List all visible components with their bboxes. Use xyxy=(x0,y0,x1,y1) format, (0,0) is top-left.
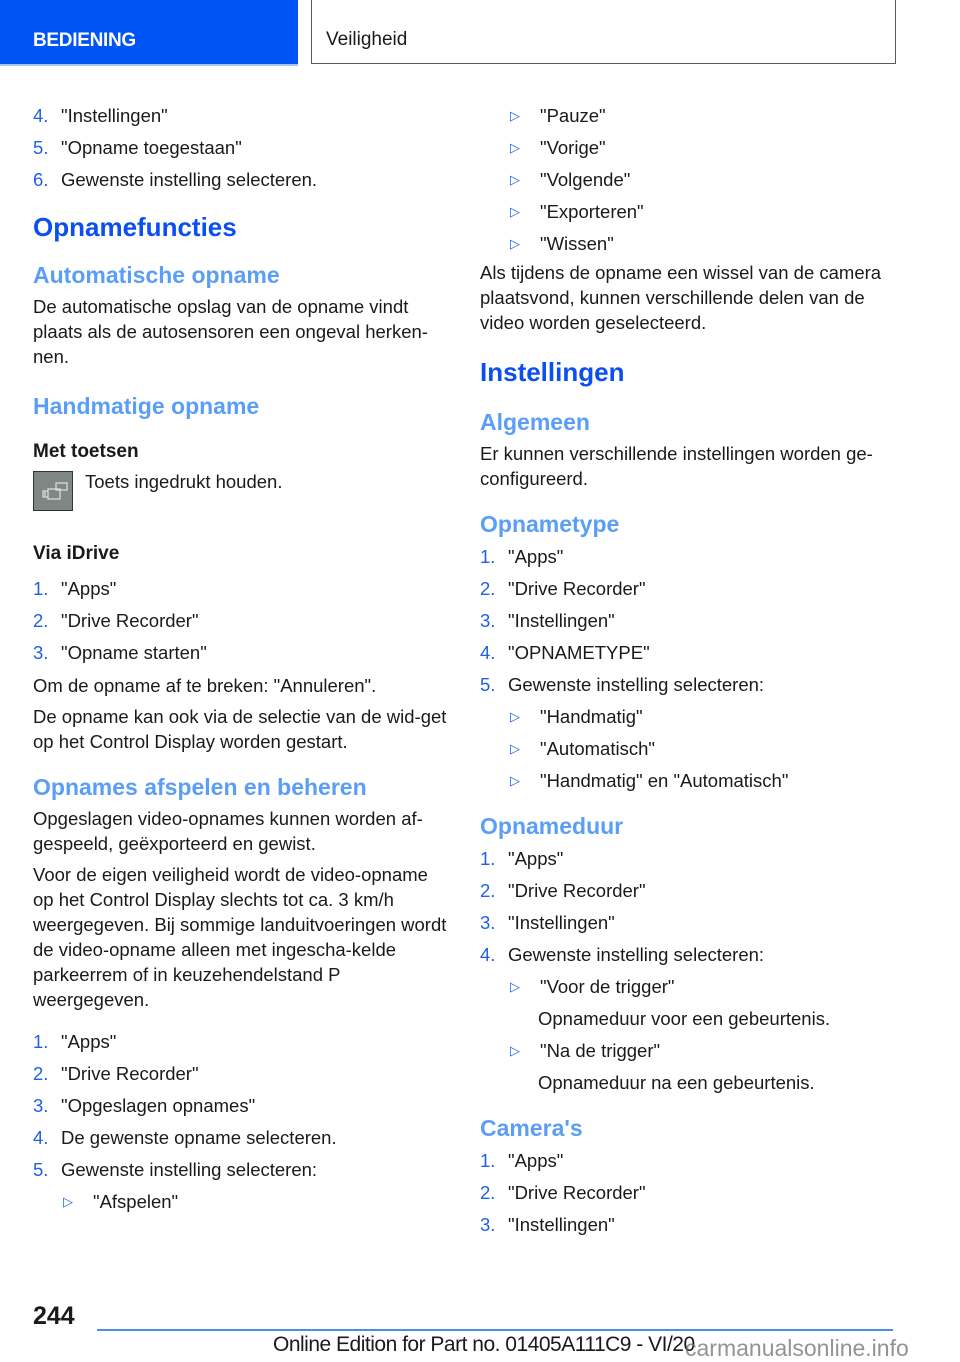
triangle-bullet-icon: ▷ xyxy=(510,204,520,219)
section-tab xyxy=(0,0,298,64)
paragraph: Om de opname af te breken: "Annuleren". xyxy=(33,675,377,696)
triangle-bullet-icon: ▷ xyxy=(510,108,520,123)
list-item: 2. "Drive Recorder" xyxy=(33,610,199,631)
footer-divider xyxy=(97,1329,893,1331)
heading-handmatige-opname: Handmatige opname xyxy=(33,393,260,419)
heading-opnametype: Opnametype xyxy=(480,511,620,537)
list-item: 1. "Apps" xyxy=(480,848,564,869)
instruction-text: Toets ingedrukt houden. xyxy=(85,471,283,492)
button-instruction xyxy=(33,471,448,511)
triangle-bullet-icon: ▷ xyxy=(510,1043,520,1058)
list-item: 3. "Instellingen" xyxy=(480,1214,615,1235)
page-number: 244 xyxy=(33,1302,75,1330)
sub-list-item: ▷ "Volgende" xyxy=(480,164,895,196)
sub-list-item: ▷ "Handmatig" xyxy=(480,701,895,733)
triangle-bullet-icon: ▷ xyxy=(510,236,520,251)
paragraph: Als tijdens de opname een wissel van de camera plaatsvond, kunnen verschillende delen van de video worden geselecteerd. xyxy=(480,262,882,333)
heading-via-idrive: Via iDrive xyxy=(33,543,120,564)
heading-cameras: Camera's xyxy=(480,1115,583,1141)
triangle-bullet-icon: ▷ xyxy=(510,741,520,756)
paragraph: De opname kan ook via de selectie van de wid-get op het Control Display worden gestart. xyxy=(33,706,447,752)
heading-opnamefuncties: Opnamefuncties xyxy=(33,212,237,242)
list-item: 3. "Instellingen" xyxy=(480,912,615,933)
list-item: 3. "Opname starten" xyxy=(33,642,207,663)
sub-list-item: ▷ "Voor de trigger" xyxy=(480,971,895,1003)
sub-list-item: ▷ "Vorige" xyxy=(480,132,895,164)
heading-met-toetsen: Met toetsen xyxy=(33,441,139,462)
heading-opnameduur: Opnameduur xyxy=(480,813,624,839)
list-item: 4. Gewenste instelling selecteren: xyxy=(480,944,765,965)
list-item: 3. "Opgeslagen opnames" xyxy=(33,1095,256,1116)
sub-list-item: ▷ "Pauze" xyxy=(480,100,895,132)
list-item: 4. "OPNAMETYPE" xyxy=(480,642,650,663)
camera-record-button-icon xyxy=(33,471,73,511)
paragraph: Er kunnen verschillende instellingen worden ge-configureerd. xyxy=(480,443,873,489)
section-title: BEDIENING xyxy=(33,30,136,51)
list-item: 3. "Instellingen" xyxy=(480,610,615,631)
chapter-title: Veiligheid xyxy=(326,29,408,50)
edition-text: Online Edition for Part no. 01405A111C9 - VI/20 xyxy=(273,1333,695,1356)
list-item: 2. "Drive Recorder" xyxy=(33,1063,199,1084)
list-item: 2. "Drive Recorder" xyxy=(480,880,646,901)
heading-algemeen: Algemeen xyxy=(480,409,590,435)
sub-list-note: Opnameduur na een gebeurtenis. xyxy=(538,1072,815,1093)
triangle-bullet-icon: ▷ xyxy=(63,1194,73,1209)
list-item: 5. Gewenste instelling selecteren: xyxy=(480,674,765,695)
list-item: 4. De gewenste opname selecteren. xyxy=(33,1127,337,1148)
list-item: 1. "Apps" xyxy=(480,1150,564,1171)
triangle-bullet-icon: ▷ xyxy=(510,172,520,187)
triangle-bullet-icon: ▷ xyxy=(510,709,520,724)
triangle-bullet-icon: ▷ xyxy=(510,140,520,155)
list-item: 5. "Opname toegestaan" xyxy=(33,137,242,158)
chapter-box xyxy=(311,0,896,64)
list-item: 1. "Apps" xyxy=(33,578,117,599)
sub-list-item: ▷ "Exporteren" xyxy=(480,196,895,228)
paragraph: Opgeslagen video-opnames kunnen worden af-gespeeld, geëxporteerd en gewist. xyxy=(33,808,423,854)
list-item: 2. "Drive Recorder" xyxy=(480,1182,646,1203)
list-item: 4. "Instellingen" xyxy=(33,105,168,126)
list-item: 6. Gewenste instelling selecteren. xyxy=(33,169,318,190)
triangle-bullet-icon: ▷ xyxy=(510,773,520,788)
right-column xyxy=(480,100,895,1241)
heading-automatische-opname: Automatische opname xyxy=(33,262,280,288)
list-item: 2. "Drive Recorder" xyxy=(480,578,646,599)
sub-list-item: ▷ "Afspelen" xyxy=(33,1186,448,1218)
sub-list-item: ▷ "Na de trigger" xyxy=(480,1035,895,1067)
heading-instellingen: Instellingen xyxy=(480,357,625,387)
list-item: 1. "Apps" xyxy=(480,546,564,567)
watermark: carmanualsonline.info xyxy=(685,1335,909,1361)
sub-list-note: Opnameduur voor een gebeurtenis. xyxy=(538,1008,831,1029)
triangle-bullet-icon: ▷ xyxy=(510,979,520,994)
list-item: 1. "Apps" xyxy=(33,1031,117,1052)
paragraph: Voor de eigen veiligheid wordt de video-opname op het Control Display slechts tot ca. 3 km/h weergegeven. Bij sommige landuitvoeringen wordt de video-opname alleen met ingescha-kelde parkeerrem of in keuzehendelstand P weergegeven. xyxy=(33,864,447,1010)
sub-list-item: ▷ "Wissen" xyxy=(480,228,895,260)
sub-list-item: ▷ "Automatisch" xyxy=(480,733,895,765)
sub-list-item: ▷ "Handmatig" en "Automatisch" xyxy=(480,765,895,797)
left-column xyxy=(33,100,448,1218)
heading-opnames-afspelen: Opnames afspelen en beheren xyxy=(33,774,367,800)
list-item: 5. Gewenste instelling selecteren: xyxy=(33,1159,318,1180)
paragraph: De automatische opslag van de opname vindt plaats als de autosensoren een ongeval herken-nen. xyxy=(33,296,428,367)
